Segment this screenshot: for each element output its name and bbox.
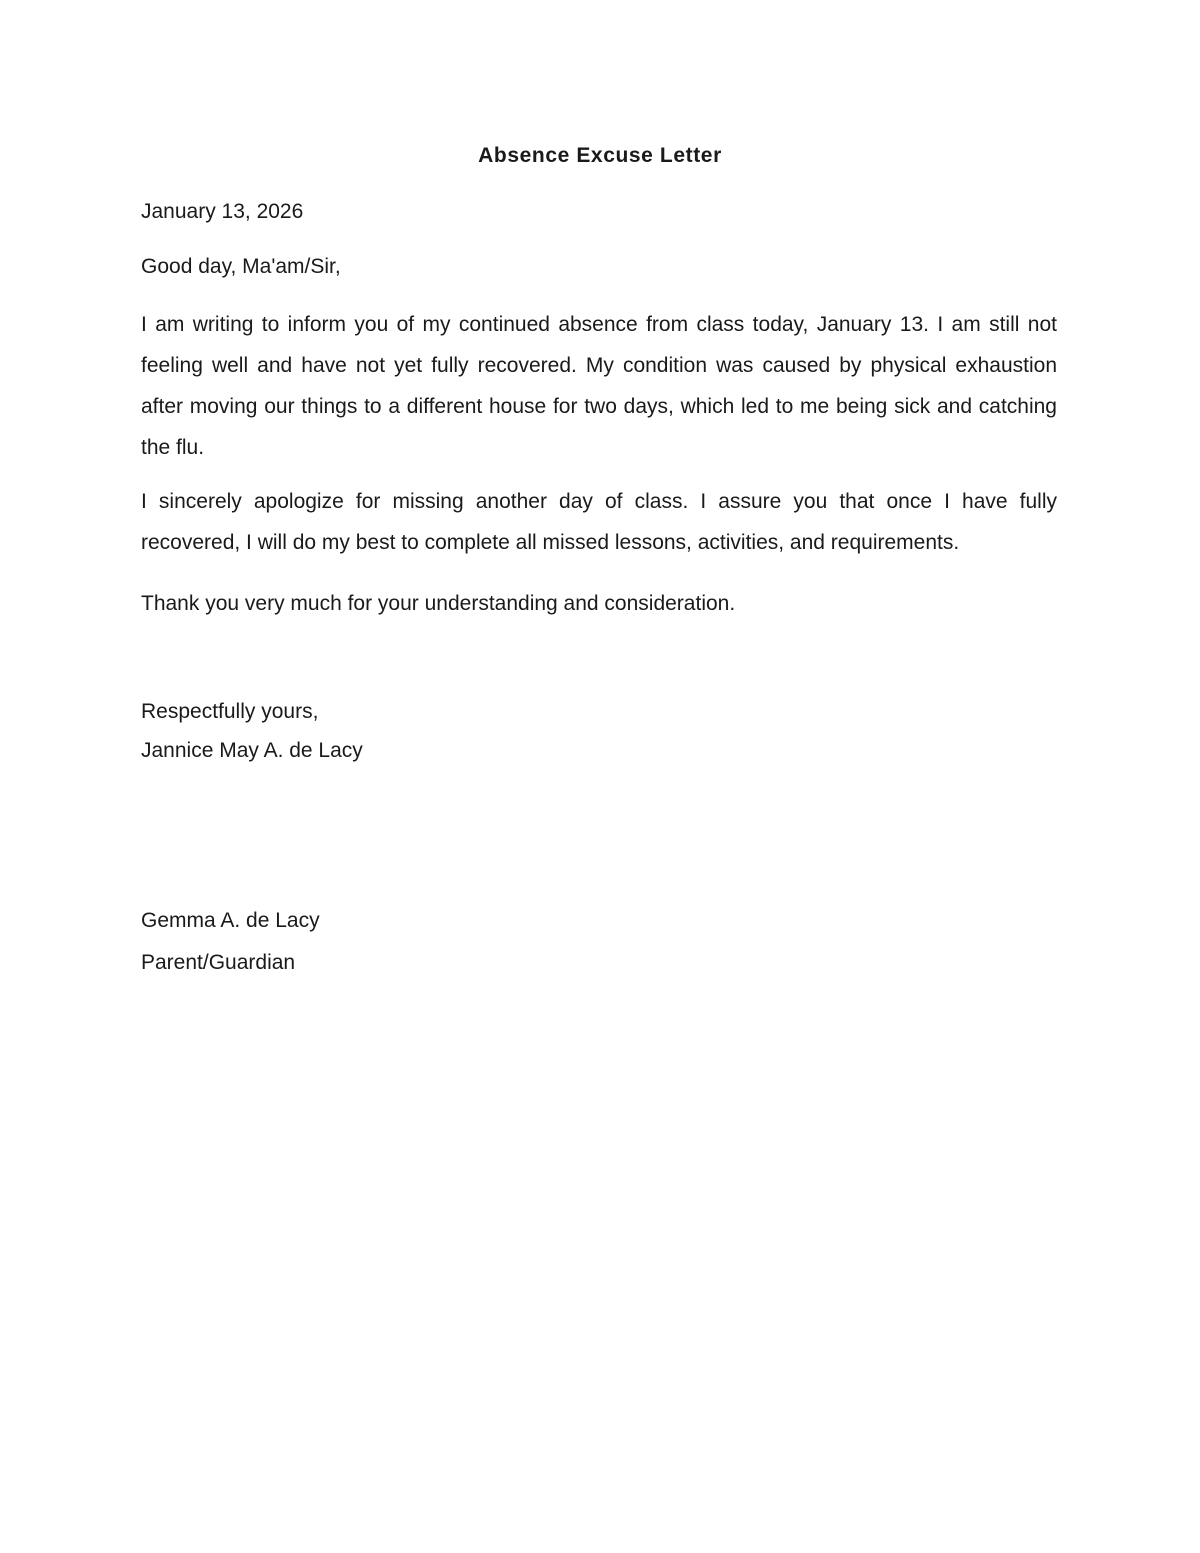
salutation: Good day, Ma'am/Sir, [141, 255, 341, 278]
letter-date: January 13, 2026 [141, 200, 304, 223]
body-paragraph: I sincerely apologize for missing another day of class. I assure you that once I have fully recovered, I will do my best to complete all missed lessons, activities, and requirements. [141, 490, 1057, 554]
closing: Respectfully yours, [141, 700, 319, 723]
student-name: Jannice May A. de Lacy [141, 739, 363, 762]
parent-title: Parent/Guardian [141, 951, 296, 974]
body-paragraph: I am writing to inform you of my continued absence from class today, January 13. I am still not feeling well and have not yet fully recovered. My condition was caused by physical exhaustion after moving our things to a different house for two days, which led to me being sick and catching the flu. [141, 313, 1057, 459]
letter-title: Absence Excuse Letter [478, 144, 722, 167]
parent-name: Gemma A. de Lacy [141, 909, 320, 932]
body-paragraph: Thank you very much for your understanding and consideration. [141, 592, 736, 615]
